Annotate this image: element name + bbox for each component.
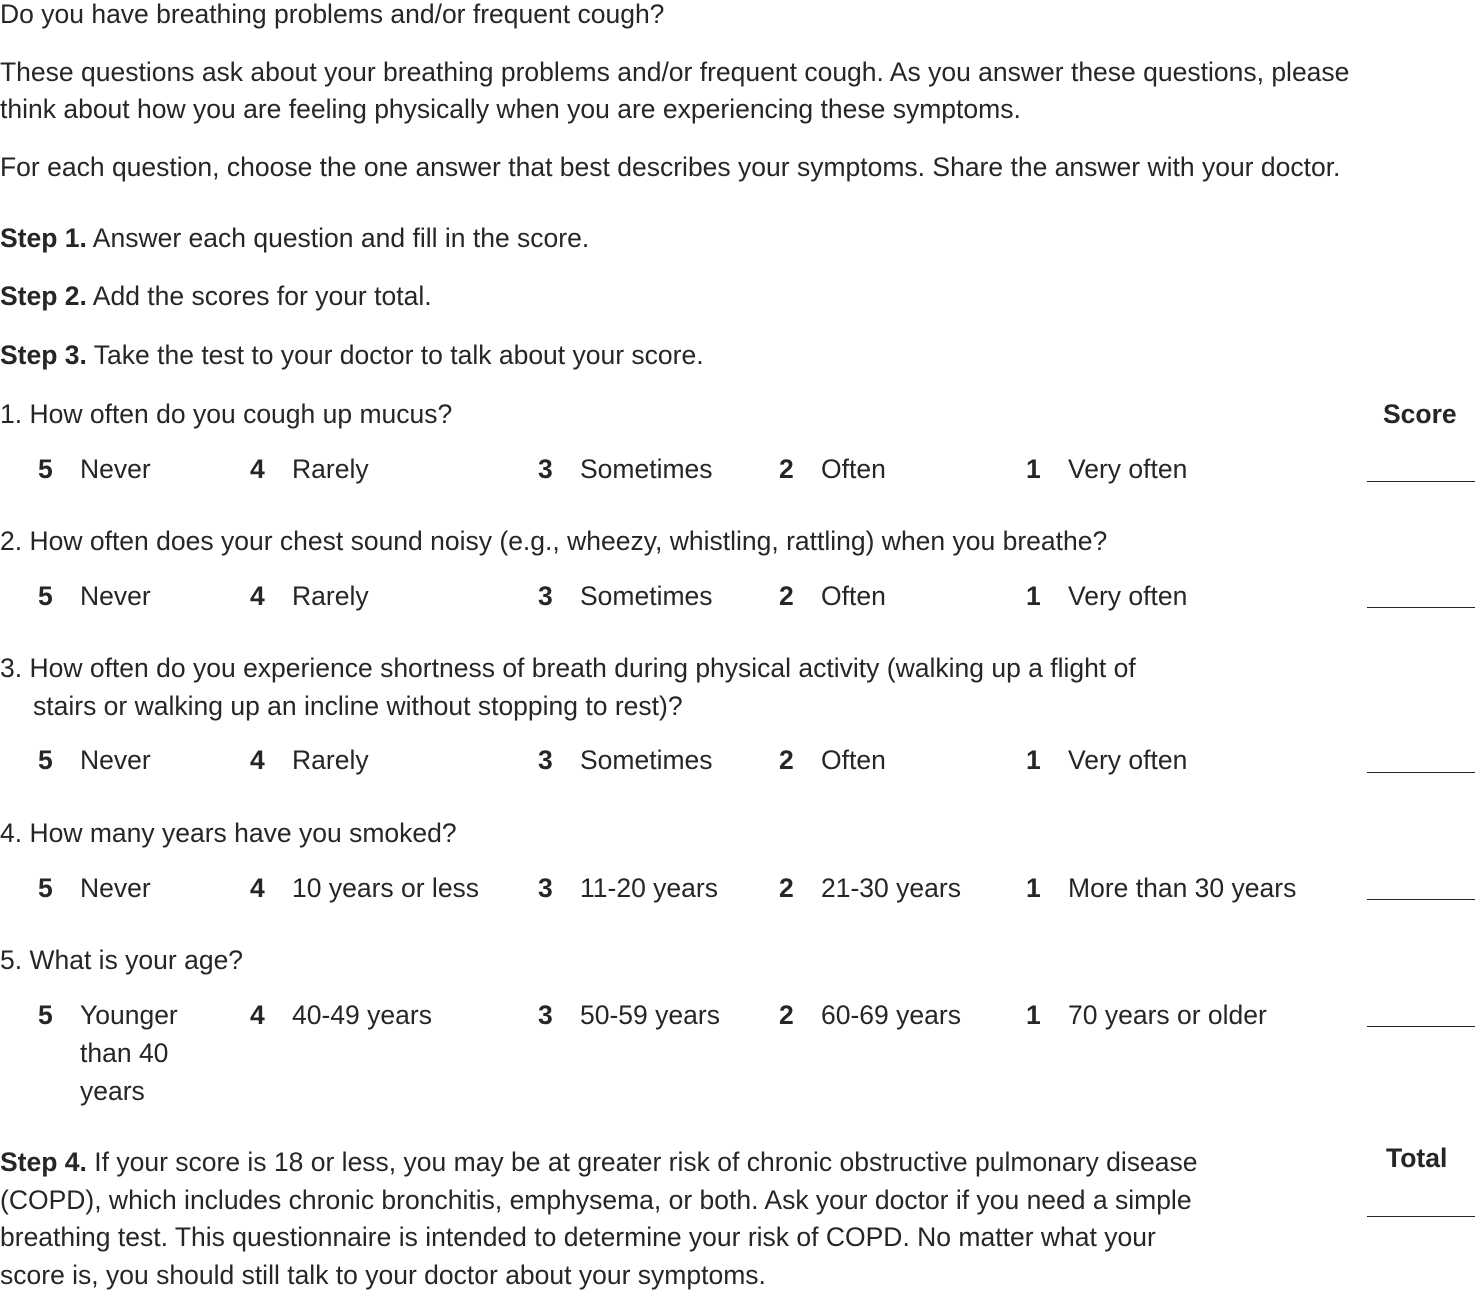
step-text: Answer each question and fill in the score. [86,223,590,253]
step-text: Take the test to your doctor to talk about your score. [86,340,704,370]
score-column-header: Score [1383,399,1457,429]
step-2 [0,277,432,315]
option-label: 70 years or older [1068,1000,1267,1030]
option-score: 5 [38,581,53,611]
option-score: 2 [779,581,794,611]
option-label: Younger [80,1000,178,1030]
page-heading: Do you have breathing problems and/or frequent cough? [0,0,665,29]
option-score: 3 [538,745,553,775]
question-4: 4. How many years have you smoked? [0,818,457,848]
option-score: 2 [779,745,794,775]
option-label-continued: than 40 [80,1038,169,1068]
score-blank-3[interactable] [1367,772,1475,773]
option-score: 3 [538,1000,553,1030]
option-label: 11-20 years [580,873,718,903]
option-label: 60-69 years [821,1000,961,1030]
option-score: 1 [1026,454,1041,484]
step-4-line: breathing test. This questionnaire is intended to determine your risk of COPD. No matter what your [0,1222,1156,1252]
option-label: 50-59 years [580,1000,720,1030]
question-3-continued: stairs or walking up an incline without stopping to rest)? [33,691,683,721]
option-label: Sometimes [580,454,713,484]
option-label: Sometimes [580,581,713,611]
step-4-line: (COPD), which includes chronic bronchitis, emphysema, or both. Ask your doctor if you need a simple [0,1185,1192,1215]
option-score: 3 [538,454,553,484]
score-blank-1[interactable] [1367,481,1475,482]
intro-paragraph-line: These questions ask about your breathing problems and/or frequent cough. As you answer these questions, please [0,57,1350,87]
option-score: 1 [1026,873,1041,903]
step-label: Step 1. [0,223,87,253]
option-label: Often [821,454,886,484]
option-score: 2 [779,1000,794,1030]
option-label: Rarely [292,454,369,484]
option-score: 4 [250,454,265,484]
option-score: 2 [779,454,794,484]
option-label-continued: years [80,1076,145,1106]
step-4 [0,1143,1197,1181]
option-score: 4 [250,1000,265,1030]
total-header: Total [1386,1143,1448,1173]
option-label: Never [80,454,151,484]
step-label: Step 4. [0,1147,87,1177]
option-score: 1 [1026,1000,1041,1030]
option-label: Sometimes [580,745,713,775]
question-3: 3. How often do you experience shortness of breath during physical activity (walking up a flight of [0,653,1136,683]
option-label: 10 years or less [292,873,480,903]
option-label: 40-49 years [292,1000,432,1030]
step-text: Add the scores for your total. [86,281,432,311]
option-label: Often [821,581,886,611]
option-score: 1 [1026,581,1041,611]
option-label: Often [821,745,886,775]
option-score: 5 [38,873,53,903]
option-score: 3 [538,873,553,903]
option-label: Never [80,873,151,903]
option-label: More than 30 years [1068,873,1297,903]
option-score: 4 [250,873,265,903]
question-2: 2. How often does your chest sound noisy (e.g., wheezy, whistling, rattling) when you breathe? [0,526,1108,556]
option-label: 21-30 years [821,873,961,903]
step-label: Step 2. [0,281,87,311]
option-label: Never [80,745,151,775]
option-label: Very often [1068,745,1188,775]
option-score: 4 [250,581,265,611]
option-score: 1 [1026,745,1041,775]
option-label: Never [80,581,151,611]
step-1 [0,219,589,257]
option-score: 5 [38,1000,53,1030]
option-score: 5 [38,454,53,484]
step-3 [0,336,704,374]
option-score: 5 [38,745,53,775]
question-5: 5. What is your age? [0,945,244,975]
option-label: Rarely [292,745,369,775]
question-1: 1. How often do you cough up mucus? [0,399,453,429]
option-label: Rarely [292,581,369,611]
option-score: 2 [779,873,794,903]
step-label: Step 3. [0,340,87,370]
step-text: If your score is 18 or less, you may be at greater risk of chronic obstructive pulmonary disease [86,1147,1198,1177]
option-label: Very often [1068,454,1188,484]
score-blank-4[interactable] [1367,899,1475,900]
option-score: 4 [250,745,265,775]
option-label: Very often [1068,581,1188,611]
option-score: 3 [538,581,553,611]
score-blank-2[interactable] [1367,607,1475,608]
intro-paragraph-line: think about how you are feeling physically when you are experiencing these symptoms. [0,94,1021,124]
score-blank-5[interactable] [1367,1026,1475,1027]
instructions-paragraph: For each question, choose the one answer that best describes your symptoms. Share the answer with your doctor. [0,152,1341,182]
total-score-blank[interactable] [1367,1216,1475,1217]
step-4-line: score is, you should still talk to your doctor about your symptoms. [0,1260,766,1290]
